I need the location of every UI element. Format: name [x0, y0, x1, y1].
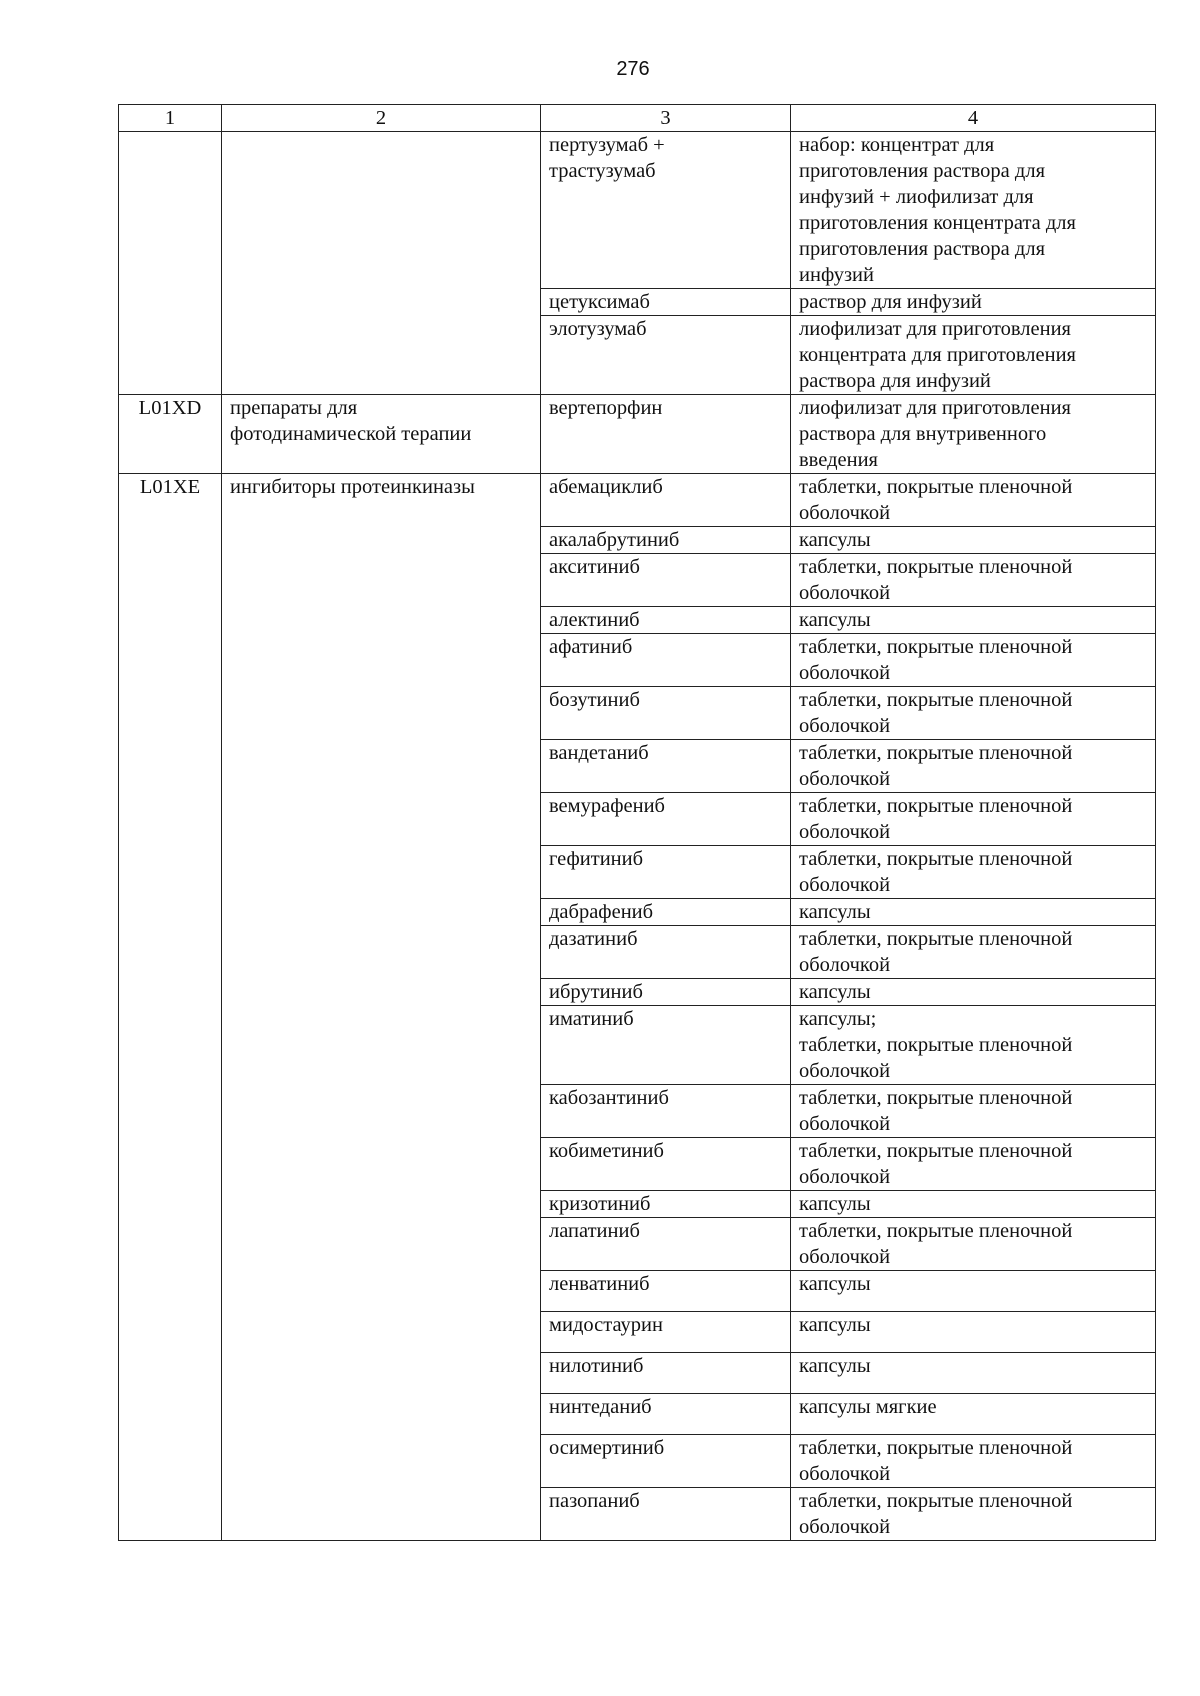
dosage-form-cell-text: капсулы; таблетки, покрытые пленочной оболочкой [799, 1008, 1073, 1082]
dosage-form-cell [791, 1353, 1156, 1394]
atc-code-cell [119, 395, 222, 474]
drug-name-cell [541, 316, 791, 395]
header-col-3: 3 [541, 105, 791, 132]
dosage-form-cell-text: таблетки, покрытые пленочной оболочкой [799, 1220, 1073, 1268]
dosage-form-cell [791, 1191, 1156, 1218]
drug-name-cell [541, 289, 791, 316]
drug-name-cell-text: иматиниб [549, 1008, 634, 1030]
atc-group-cell-text: ингибиторы протеинкиназы [230, 476, 475, 498]
drug-name-cell [541, 793, 791, 846]
dosage-form-cell [791, 926, 1156, 979]
drug-name-cell-text: дабрафениб [549, 901, 654, 923]
dosage-form-cell-text: таблетки, покрытые пленочной оболочкой [799, 1140, 1073, 1188]
drug-name-cell [541, 979, 791, 1006]
drug-name-cell [541, 899, 791, 926]
dosage-form-cell [791, 846, 1156, 899]
dosage-form-cell-text: таблетки, покрытые пленочной оболочкой [799, 928, 1073, 976]
dosage-form-cell [791, 1312, 1156, 1353]
dosage-form-cell [791, 740, 1156, 793]
dosage-form-cell-text: таблетки, покрытые пленочной оболочкой [799, 1490, 1073, 1538]
dosage-form-cell [791, 899, 1156, 926]
drug-name-cell [541, 1488, 791, 1541]
table-header-row [119, 105, 1156, 132]
header-col-4: 4 [791, 105, 1156, 132]
dosage-form-cell-text: раствор для инфузий [799, 291, 982, 313]
drug-name-cell [541, 1218, 791, 1271]
drug-name-cell [541, 687, 791, 740]
dosage-form-cell-text: капсулы [799, 981, 871, 1003]
drug-name-cell-text: акалабрутиниб [549, 529, 680, 551]
atc-code-cell-text: L01XD [138, 397, 202, 419]
dosage-form-cell [791, 289, 1156, 316]
dosage-form-cell-text: капсулы [799, 1314, 871, 1336]
dosage-form-cell-text: капсулы [799, 901, 871, 923]
medication-table [118, 104, 1156, 1541]
dosage-form-cell [791, 1271, 1156, 1312]
dosage-form-cell-text: таблетки, покрытые пленочной оболочкой [799, 1087, 1073, 1135]
dosage-form-cell-text: лиофилизат для приготовления раствора для внутривенного введения [799, 397, 1071, 471]
dosage-form-cell-text: таблетки, покрытые пленочной оболочкой [799, 689, 1073, 737]
dosage-form-cell-text: таблетки, покрытые пленочной оболочкой [799, 556, 1073, 604]
dosage-form-cell-text: таблетки, покрытые пленочной оболочкой [799, 795, 1073, 843]
atc-group-cell [222, 132, 541, 395]
drug-name-cell-text: лапатиниб [549, 1220, 640, 1242]
drug-name-cell [541, 474, 791, 527]
drug-name-cell-text: кабозантиниб [549, 1087, 669, 1109]
atc-code-cell-text: L01XE [139, 476, 201, 498]
drug-name-cell-text: абемациклиб [549, 476, 663, 498]
drug-name-cell [541, 740, 791, 793]
drug-name-cell-text: ибрутиниб [549, 981, 643, 1003]
dosage-form-cell [791, 1006, 1156, 1085]
drug-name-cell [541, 395, 791, 474]
drug-name-cell [541, 1394, 791, 1435]
drug-name-cell-text: нилотиниб [549, 1355, 644, 1377]
dosage-form-cell-text: таблетки, покрытые пленочной оболочкой [799, 476, 1073, 524]
drug-name-cell-text: вандетаниб [549, 742, 649, 764]
dosage-form-cell [791, 1394, 1156, 1435]
dosage-form-cell-text: таблетки, покрытые пленочной оболочкой [799, 1437, 1073, 1485]
drug-name-cell [541, 527, 791, 554]
dosage-form-cell [791, 316, 1156, 395]
table-row [119, 132, 1156, 289]
dosage-form-cell [791, 979, 1156, 1006]
dosage-form-cell [791, 1488, 1156, 1541]
dosage-form-cell [791, 634, 1156, 687]
dosage-form-cell [791, 554, 1156, 607]
dosage-form-cell [791, 1218, 1156, 1271]
atc-group-cell-text: препараты для фотодинамической терапии [230, 397, 472, 445]
table-row [119, 395, 1156, 474]
dosage-form-cell-text: таблетки, покрытые пленочной оболочкой [799, 636, 1073, 684]
drug-name-cell-text: афатиниб [549, 636, 633, 658]
drug-name-cell-text: пертузумаб + трастузумаб [549, 134, 665, 182]
drug-name-cell [541, 132, 791, 289]
dosage-form-cell [791, 1138, 1156, 1191]
drug-name-cell [541, 634, 791, 687]
drug-name-cell [541, 1006, 791, 1085]
drug-name-cell-text: нинтеданиб [549, 1396, 652, 1418]
dosage-form-cell-text: капсулы [799, 1193, 871, 1215]
drug-name-cell-text: алектиниб [549, 609, 640, 631]
dosage-form-cell-text: набор: концентрат для приготовления раствора для инфузий + лиофилизат для приготовления концентрата для приготовления раствора для инфузий [799, 134, 1076, 286]
drug-name-cell [541, 1271, 791, 1312]
dosage-form-cell [791, 395, 1156, 474]
dosage-form-cell [791, 687, 1156, 740]
page-number: 276 [616, 58, 650, 80]
drug-name-cell-text: пазопаниб [549, 1490, 640, 1512]
drug-name-cell [541, 846, 791, 899]
dosage-form-cell [791, 1085, 1156, 1138]
header-col-2: 2 [222, 105, 541, 132]
drug-name-cell-text: кобиметиниб [549, 1140, 664, 1162]
header-col-1: 1 [119, 105, 222, 132]
dosage-form-cell-text: таблетки, покрытые пленочной оболочкой [799, 848, 1073, 896]
drug-name-cell [541, 607, 791, 634]
drug-name-cell-text: бозутиниб [549, 689, 640, 711]
table-row [119, 474, 1156, 527]
drug-name-cell [541, 1353, 791, 1394]
dosage-form-cell-text: таблетки, покрытые пленочной оболочкой [799, 742, 1073, 790]
dosage-form-cell-text: капсулы мягкие [799, 1396, 937, 1418]
dosage-form-cell-text: капсулы [799, 1273, 871, 1295]
dosage-form-cell-text: лиофилизат для приготовления концентрата для приготовления раствора для инфузий [799, 318, 1076, 392]
drug-name-cell-text: элотузумаб [549, 318, 647, 340]
dosage-form-cell-text: капсулы [799, 1355, 871, 1377]
atc-group-cell [222, 395, 541, 474]
drug-name-cell-text: вемурафениб [549, 795, 665, 817]
dosage-form-cell-text: капсулы [799, 609, 871, 631]
drug-name-cell-text: мидостаурин [549, 1314, 663, 1336]
dosage-form-cell [791, 527, 1156, 554]
dosage-form-cell [791, 607, 1156, 634]
dosage-form-cell-text: капсулы [799, 529, 871, 551]
atc-code-cell [119, 132, 222, 395]
drug-name-cell-text: гефитиниб [549, 848, 644, 870]
drug-name-cell [541, 1138, 791, 1191]
dosage-form-cell [791, 1435, 1156, 1488]
atc-group-cell [222, 474, 541, 1541]
dosage-form-cell [791, 474, 1156, 527]
drug-name-cell [541, 1085, 791, 1138]
dosage-form-cell [791, 132, 1156, 289]
drug-name-cell [541, 926, 791, 979]
drug-name-cell-text: акситиниб [549, 556, 640, 578]
drug-name-cell-text: вертепорфин [549, 397, 663, 419]
drug-name-cell-text: ленватиниб [549, 1273, 650, 1295]
atc-code-cell [119, 474, 222, 1541]
dosage-form-cell [791, 793, 1156, 846]
drug-name-cell [541, 554, 791, 607]
drug-name-cell-text: дазатиниб [549, 928, 638, 950]
drug-name-cell [541, 1435, 791, 1488]
drug-name-cell-text: цетуксимаб [549, 291, 650, 313]
drug-name-cell-text: кризотиниб [549, 1193, 651, 1215]
drug-name-cell [541, 1312, 791, 1353]
drug-name-cell [541, 1191, 791, 1218]
drug-name-cell-text: осимертиниб [549, 1437, 665, 1459]
